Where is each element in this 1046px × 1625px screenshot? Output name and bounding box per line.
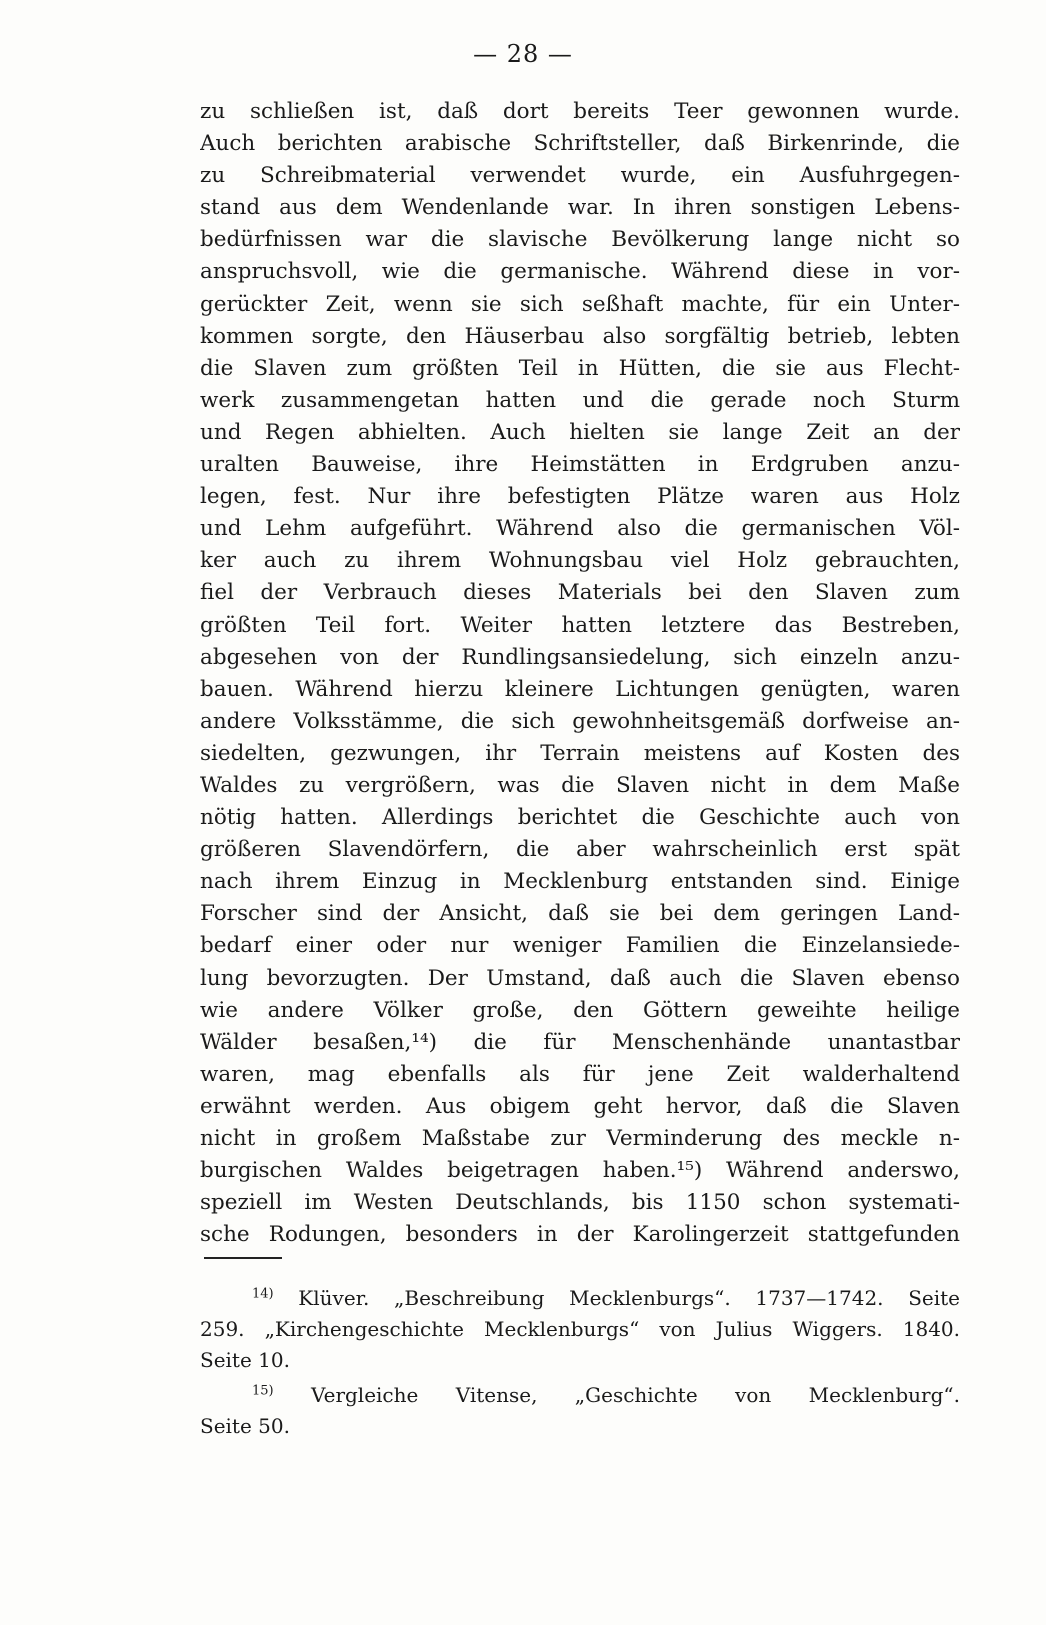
text-line: zu Schreibmaterial verwendet wurde, ein Ausfuhrgegen- — [200, 163, 960, 189]
text-line: bedürfnissen war die slavische Bevölkerung lange nicht so — [200, 227, 960, 253]
text-line: waren, mag ebenfalls als für jene Zeit walderhaltend — [200, 1061, 960, 1087]
footnote-mark: 14) — [252, 1286, 274, 1302]
text-line: zu schließen ist, daß dort bereits Teer gewonnen wurde. — [200, 99, 960, 124]
text-line: gerückter Zeit, wenn sie sich seßhaft machte, für ein Unter- — [200, 291, 960, 317]
text-line: werk zusammengetan hatten und die gerade noch Sturm — [200, 387, 960, 413]
text-line: abgesehen von der Rundlingsansiedelung, sich einzeln anzu- — [200, 644, 960, 670]
footnote-line — [200, 1380, 960, 1411]
text-line: größeren Slavendörfern, die aber wahrscheinlich erst spät — [200, 837, 960, 863]
text-line: Waldes zu vergrößern, was die Slaven nicht in dem Maße — [200, 772, 960, 798]
footnote-text: 259. „Kirchengeschichte Mecklenburgs“ von Julius Wiggers. 1840. — [200, 1317, 960, 1341]
text-line: Forscher sind der Ansicht, daß sie bei dem geringen Land- — [200, 901, 960, 927]
footnote-text: Klüver. „Beschreibung Mecklenburgs“. 1737—1742. Seite — [298, 1286, 961, 1310]
page-number: — 28 — — [473, 40, 573, 68]
text-line: uralten Bauweise, ihre Heimstätten in Erdgruben anzu- — [200, 452, 960, 478]
text-line: die Slaven zum größten Teil in Hütten, die sie aus Flecht- — [200, 355, 960, 381]
text-line: anspruchsvoll, wie die germanische. Während diese in vor- — [200, 259, 960, 285]
text-line: lung bevorzugten. Der Umstand, daß auch die Slaven ebenso — [200, 965, 960, 991]
text-line: fiel der Verbrauch dieses Materials bei den Slaven zum — [200, 580, 960, 606]
text-line: bauen. Während hierzu kleinere Lichtungen genügten, waren — [200, 676, 960, 702]
text-line: wie andere Völker große, den Göttern geweihte heilige — [200, 997, 960, 1023]
footnote-mark: 15) — [252, 1383, 274, 1399]
text-line: siedelten, gezwungen, ihr Terrain meistens auf Kosten des — [200, 740, 960, 766]
text-line: andere Volksstämme, die sich gewohnheitsgemäß dorfweise an- — [200, 708, 960, 734]
footnote-text: Seite 10. — [200, 1348, 290, 1372]
footnote-line — [200, 1314, 960, 1345]
text-line: erwähnt werden. Aus obigem geht hervor, daß die Slaven — [200, 1093, 960, 1119]
text-line: Auch berichten arabische Schriftsteller, daß Birkenrinde, die — [200, 131, 960, 157]
footnote-line — [200, 1345, 960, 1376]
text-line: sche Rodungen, besonders in der Karolingerzeit stattgefunden — [200, 1222, 960, 1248]
footnote-text: Seite 50. — [200, 1414, 290, 1438]
text-line: nötig hatten. Allerdings berichtet die Geschichte auch von — [200, 805, 960, 831]
text-line: und Regen abhielten. Auch hielten sie lange Zeit an der — [200, 419, 960, 445]
text-line: bedarf einer oder nur weniger Familien die Einzelansiede- — [200, 933, 960, 959]
body-text — [200, 96, 960, 1251]
text-line: burgischen Waldes beigetragen haben.¹⁵) Während anderswo, — [200, 1158, 960, 1184]
text-line: stand aus dem Wendenlande war. In ihren sonstigen Lebens- — [200, 195, 960, 221]
text-line: und Lehm aufgeführt. Während also die germanischen Völ- — [200, 516, 960, 542]
footnote — [200, 1380, 960, 1442]
text-line: kommen sorgte, den Häuserbau also sorgfältig betrieb, lebten — [200, 323, 960, 349]
footnotes — [200, 1283, 960, 1446]
text-line: ker auch zu ihrem Wohnungsbau viel Holz gebrauchten, — [200, 548, 960, 574]
footnote-divider — [204, 1257, 282, 1259]
footnote — [200, 1283, 960, 1376]
footnote-line — [200, 1283, 960, 1314]
text-line: nicht in großem Maßstabe zur Verminderung des meckle n- — [200, 1126, 960, 1151]
text-line: nach ihrem Einzug in Mecklenburg entstanden sind. Einige — [200, 869, 960, 895]
text-line: speziell im Westen Deutschlands, bis 1150 schon systemati- — [200, 1190, 960, 1216]
text-line: legen, fest. Nur ihre befestigten Plätze waren aus Holz — [200, 484, 960, 510]
footnote-line — [200, 1411, 960, 1442]
text-line: Wälder besaßen,¹⁴) die für Menschenhände unantastbar — [200, 1029, 960, 1055]
footnote-text: Vergleiche Vitense, „Geschichte von Mecklenburg“. — [311, 1383, 961, 1407]
text-line: größten Teil fort. Weiter hatten letztere das Bestreben, — [200, 612, 960, 638]
